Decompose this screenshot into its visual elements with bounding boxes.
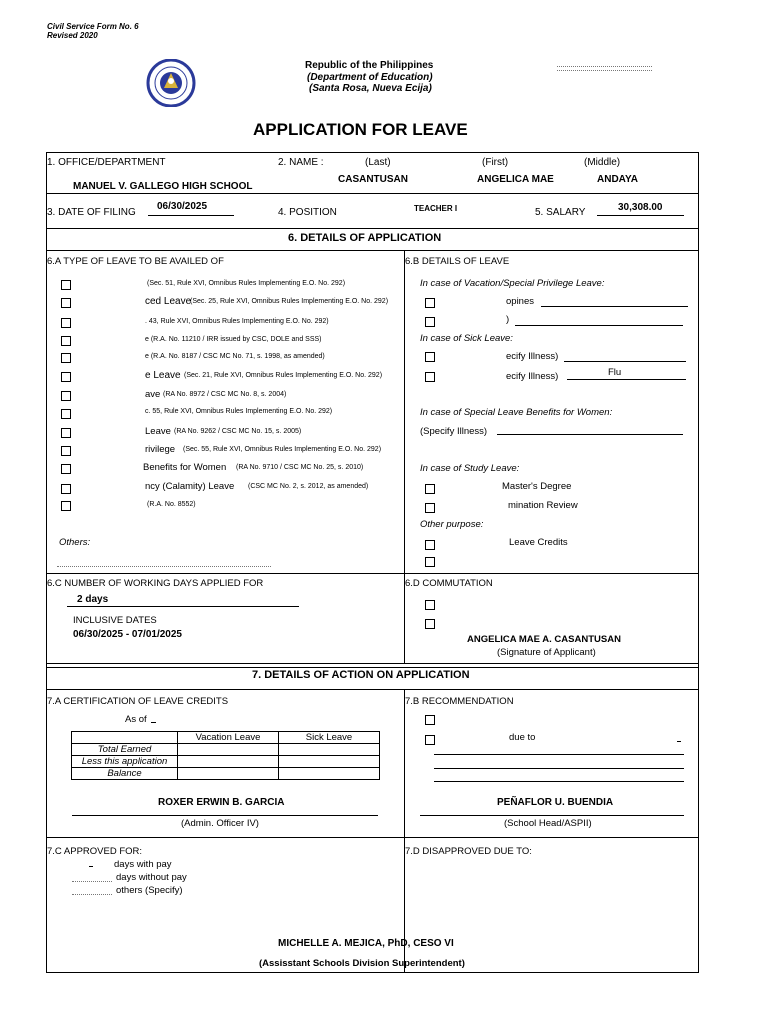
working-days-value[interactable]: 2 days [77, 594, 109, 605]
leave-checkbox[interactable] [61, 464, 71, 474]
leave-type-text: (CSC MC No. 2, s. 2012, as amended) [248, 483, 369, 490]
due-to-text: due to [509, 732, 536, 743]
study-masters-checkbox[interactable] [425, 484, 435, 494]
others-field[interactable] [57, 566, 271, 567]
sick-outpatient-checkbox[interactable] [425, 372, 435, 382]
vacation-abroad-text: ) [506, 314, 510, 325]
leave-type-text: (R.A. No. 8552) [147, 501, 196, 508]
divider [46, 193, 699, 194]
leave-type-text: ced Leave [145, 296, 192, 307]
underline [148, 215, 234, 216]
divider [46, 837, 699, 838]
leave-type-text: (RA No. 8972 / CSC MC No. 8, s. 2004) [163, 391, 287, 398]
study-bar-checkbox[interactable] [425, 503, 435, 513]
sick-hospital-text: ecify Illness) [506, 351, 559, 362]
form-title: APPLICATION FOR LEAVE [253, 120, 468, 139]
less-application-label: Less this application [72, 756, 178, 768]
middle-name-label: (Middle) [584, 157, 621, 168]
women-heading: In case of Special Leave Benefits for Women: [420, 407, 613, 418]
position-label: 4. POSITION [278, 207, 337, 218]
recommendation-line[interactable] [434, 781, 684, 782]
sick-heading: In case of Sick Leave: [420, 333, 513, 344]
divider [46, 573, 699, 574]
section6a-label: 6.A TYPE OF LEAVE TO BE AVAILED OF [47, 256, 224, 267]
total-earned-vacation-cell[interactable] [178, 744, 279, 756]
leave-checkbox[interactable] [61, 428, 71, 438]
section7c-label: 7.C APPROVED FOR: [47, 846, 143, 857]
vacation-heading: In case of Vacation/Special Privilege Leave: [420, 278, 605, 289]
date-filing-label: 3. DATE OF FILING [47, 207, 136, 218]
leave-type-text: (Sec. 55, Rule XVI, Omnibus Rules Implementing E.O. No. 292) [183, 446, 382, 453]
study-bar-text: mination Review [508, 500, 578, 511]
section6d-label: 6.D COMMUTATION [405, 578, 493, 589]
leave-checkbox[interactable] [61, 501, 71, 511]
form-frame [46, 152, 699, 973]
underline [567, 379, 686, 380]
leave-type-text: . 43, Rule XVI, Omnibus Rules Implementing E.O. No. 292) [145, 318, 329, 325]
first-name-value[interactable]: ANGELICA MAE [477, 174, 554, 185]
leave-type-text: (RA No. 9262 / CSC MC No. 15, s. 2005) [174, 428, 302, 435]
sick-outpatient-text: ecify Illness) [506, 371, 559, 382]
leave-checkbox[interactable] [61, 280, 71, 290]
middle-name-value[interactable]: ANDAYA [597, 174, 638, 185]
column-divider [404, 689, 405, 973]
name-label: 2. NAME : [278, 157, 324, 168]
leave-credits-table [71, 731, 380, 780]
signature-line [420, 815, 684, 816]
salary-label: 5. SALARY [535, 207, 586, 218]
divider [46, 689, 699, 690]
leave-checkbox[interactable] [61, 353, 71, 363]
days-with-pay-label: days with pay [114, 859, 172, 870]
section7a-label: 7.A CERTIFICATION OF LEAVE CREDITS [47, 696, 229, 707]
less-application-sick-cell[interactable] [279, 756, 380, 768]
divider [46, 663, 699, 664]
applicant-signature-caption: (Signature of Applicant) [497, 647, 596, 658]
section7b-label: 7.B RECOMMENDATION [405, 696, 514, 707]
last-name-label: (Last) [365, 157, 391, 168]
recommendation-line[interactable] [434, 754, 684, 755]
leave-type-text: e (R.A. No. 8187 / CSC MC No. 71, s. 1998, as amended) [145, 353, 325, 360]
for-disapproval-checkbox[interactable] [425, 735, 435, 745]
section6c-label: 6.C NUMBER OF WORKING DAYS APPLIED FOR [47, 578, 264, 589]
divider [46, 250, 699, 251]
days-without-pay-field[interactable] [72, 881, 112, 882]
divider [46, 228, 699, 229]
leave-checkbox[interactable] [61, 446, 71, 456]
leave-type-text: rivilege [145, 444, 176, 455]
recommender-name: PEÑAFLOR U. BUENDIA [497, 797, 614, 808]
balance-label: Balance [72, 768, 178, 780]
form-number: Civil Service Form No. 6 [47, 22, 139, 31]
vacation-leave-header: Vacation Leave [178, 732, 279, 744]
sick-illness-value[interactable]: Flu [608, 367, 622, 378]
division-line: (Santa Rosa, Nueva Ecija) [309, 83, 432, 94]
underline [597, 215, 684, 216]
total-earned-label: Total Earned [72, 744, 178, 756]
first-name-label: (First) [482, 157, 509, 168]
commutation-requested-checkbox[interactable] [425, 619, 435, 629]
date-filing-value[interactable]: 06/30/2025 [157, 201, 208, 212]
sick-hospital-checkbox[interactable] [425, 352, 435, 362]
position-value[interactable]: TEACHER I [414, 204, 458, 213]
study-heading: In case of Study Leave: [420, 463, 520, 474]
others-specify-field[interactable] [72, 894, 112, 895]
recommendation-line[interactable] [434, 768, 684, 769]
signature-line [72, 815, 378, 816]
certifier-title: (Admin. Officer IV) [181, 818, 259, 829]
underline [497, 434, 683, 435]
table-corner-cell [72, 732, 178, 744]
approver-name: MICHELLE A. MEJICA, PhD, CESO VI [278, 938, 454, 949]
underline [564, 361, 686, 362]
recommender-title: (School Head/ASPII) [504, 818, 592, 829]
certifier-name: ROXER ERWIN B. GARCIA [158, 797, 285, 808]
stamp-placeholder [557, 66, 652, 71]
underline [89, 866, 93, 867]
leave-type-text: c. 55, Rule XVI, Omnibus Rules Implementing E.O. No. 292) [145, 408, 333, 415]
approver-title: (Assisstant Schools Division Superintendent) [259, 958, 465, 969]
form-revision: Revised 2020 [47, 31, 98, 40]
vacation-within-checkbox[interactable] [425, 298, 435, 308]
vacation-abroad-checkbox[interactable] [425, 317, 435, 327]
republic-line: Republic of the Philippines [305, 60, 434, 71]
leave-checkbox[interactable] [61, 484, 71, 494]
commutation-not-requested-checkbox[interactable] [425, 600, 435, 610]
column-divider [404, 250, 405, 663]
last-name-value[interactable]: CASANTUSAN [338, 174, 408, 185]
others-label: Others: [59, 537, 91, 548]
salary-value[interactable]: 30,308.00 [618, 202, 663, 213]
underline [541, 306, 688, 307]
section6b-label: 6.B DETAILS OF LEAVE [405, 256, 510, 267]
leave-type-text: (Sec. 21, Rule XVI, Omnibus Rules Implementing E.O. No. 292) [184, 372, 383, 379]
leave-type-text: Benefits for Women [143, 462, 227, 473]
terminal-leave-checkbox[interactable] [425, 557, 435, 567]
vacation-within-text: opines [506, 296, 534, 307]
inclusive-dates-value[interactable]: 06/30/2025 - 07/01/2025 [73, 629, 182, 640]
department-line: (Department of Education) [307, 72, 433, 83]
other-purpose-heading: Other purpose: [420, 519, 484, 530]
leave-type-text: ncy (Calamity) Leave [145, 481, 235, 492]
office-label: 1. OFFICE/DEPARTMENT [47, 157, 166, 168]
less-application-vacation-cell[interactable] [178, 756, 279, 768]
underline [515, 325, 683, 326]
sick-leave-header: Sick Leave [279, 732, 380, 744]
leave-type-text: (Sec. 25, Rule XVI, Omnibus Rules Implementing E.O. No. 292) [190, 298, 389, 305]
monetization-checkbox[interactable] [425, 540, 435, 550]
for-approval-checkbox[interactable] [425, 715, 435, 725]
balance-vacation-cell[interactable] [178, 768, 279, 780]
deped-seal-icon [133, 59, 209, 107]
leave-type-text: e Leave [145, 370, 181, 381]
inclusive-dates-label: INCLUSIVE DATES [73, 615, 157, 626]
leave-type-text: (RA No. 9710 / CSC MC No. 25, s. 2010) [236, 464, 364, 471]
total-earned-sick-cell[interactable] [279, 744, 380, 756]
applicant-name: ANGELICA MAE A. CASANTUSAN [467, 634, 621, 645]
leave-checkbox[interactable] [61, 318, 71, 328]
women-specify-text: (Specify Illness) [420, 426, 488, 437]
leave-type-text: (Sec. 51, Rule XVI, Omnibus Rules Implementing E.O. No. 292) [147, 280, 346, 287]
leave-checkbox[interactable] [61, 336, 71, 346]
leave-checkbox[interactable] [61, 409, 71, 419]
leave-type-text: Leave [145, 426, 171, 437]
leave-checkbox[interactable] [61, 298, 71, 308]
leave-checkbox[interactable] [61, 391, 71, 401]
underline [151, 722, 156, 723]
section7-title: 7. DETAILS OF ACTION ON APPLICATION [252, 669, 470, 681]
others-specify-label: others (Specify) [116, 885, 183, 896]
study-masters-text: Master's Degree [502, 481, 572, 492]
balance-sick-cell[interactable] [279, 768, 380, 780]
monetization-text: Leave Credits [509, 537, 568, 548]
underline [677, 741, 681, 742]
leave-checkbox[interactable] [61, 372, 71, 382]
section6-title: 6. DETAILS OF APPLICATION [288, 232, 442, 244]
leave-type-text: e (R.A. No. 11210 / IRR issued by CSC, DOLE and SSS) [145, 336, 322, 343]
as-of-label: As of [125, 714, 147, 725]
underline [67, 606, 299, 607]
days-without-pay-label: days without pay [116, 872, 187, 883]
office-value[interactable]: MANUEL V. GALLEGO HIGH SCHOOL [73, 181, 253, 192]
divider [46, 667, 699, 668]
section7d-label: 7.D DISAPPROVED DUE TO: [405, 846, 532, 857]
leave-type-text: ave [145, 389, 161, 400]
